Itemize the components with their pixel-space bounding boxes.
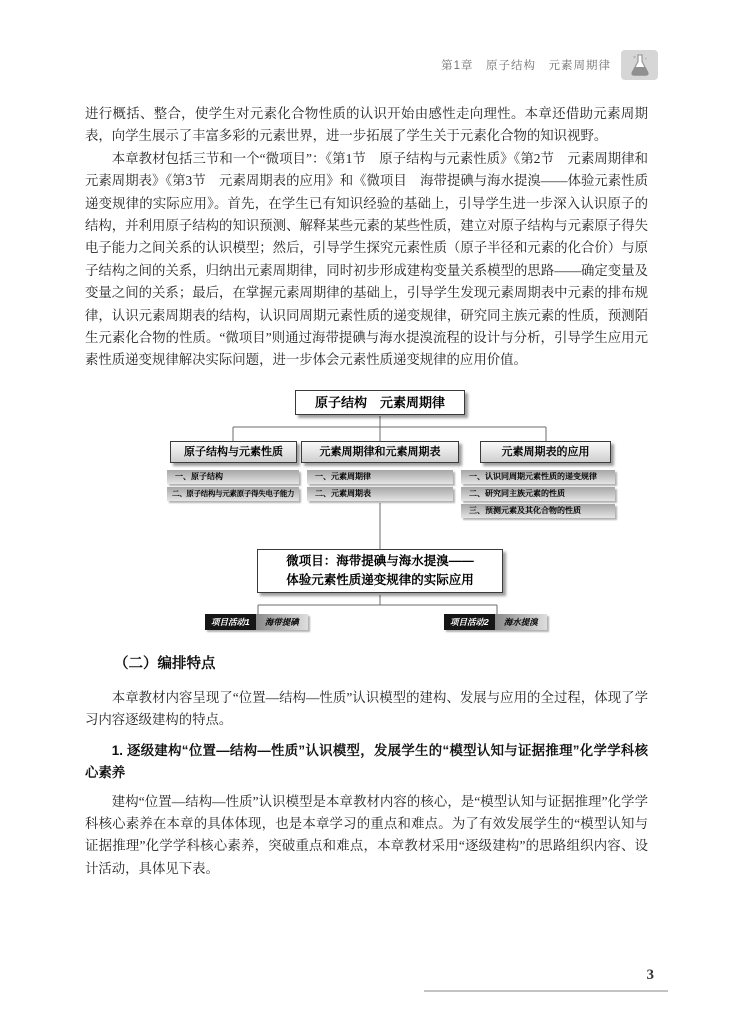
activity-1-label: 项目活动1 [205,614,256,630]
diagram-item: 二、元素周期表 [307,487,453,501]
chapter-structure-diagram [0,386,730,638]
page-header [0,50,658,80]
diagram-branch-3-title: 元素周期表的应用 [480,441,611,463]
activity-2-label: 项目活动2 [444,614,495,630]
activity-2-name: 海水提溴 [495,614,547,630]
body-paragraph-1: 进行概括、整合，使学生对元素化合物性质的认识开始由感性走向理性。本章还借助元素周期表，向学生展示了丰富多彩的元素世界，进一步拓展了学生关于元素化合物的知识视野。 [85,106,648,144]
diagram-item: 二、原子结构与元素原子得失电子能力 [167,487,299,501]
micro-project-node [257,549,503,593]
chapter-title: 第1章 原子结构 元素周期律 [441,60,611,72]
diagram-item: 一、原子结构 [167,470,299,484]
micro-project-line-1: 微项目：海带提碘与海水提溴—— [286,553,474,568]
diagram-item: 一、认识同周期元素性质的递变规律 [461,470,615,484]
page-number: 3 [646,967,654,983]
diagram-item: 三、预测元素及其化合物的性质 [461,504,615,518]
section-intro-paragraph: 本章教材内容呈现了“位置—结构—性质”认识模型的建构、发展与应用的全过程，体现了学习内容逐级建构的特点。 [85,689,648,728]
project-activity-tag-1 [205,614,308,630]
section-heading: （二）编排特点 [114,655,216,672]
micro-project-line-2: 体验元素性质递变规律的实际应用 [286,572,474,587]
flask-icon [621,50,658,80]
diagram-item: 二、研究同主族元素的性质 [461,487,615,501]
diagram-item: 一、元素周期律 [307,470,453,484]
connector-lines [0,386,730,638]
footer-rule [424,990,668,992]
project-activity-tag-2 [444,614,547,630]
diagram-branch-2-title: 元素周期律和元素周期表 [301,441,459,463]
activity-1-name: 海带提碘 [256,614,308,630]
body-paragraph-2: 本章教材包括三节和一个“微项目”：《第1节 原子结构与元素性质》《第2节 元素周期律和元素周期表》《第3节 元素周期表的应用》和《微项目 海带提碘与海水提溴——体验元素性质递变规律的实际应用》。首先，在学生已有知识经验的基础上，引导学生进一步深入认识原子的结构，并利用原子结构的知识预测、解释某些元素的某些性质，建立对原子结构与元素原子得失电子能力之间关系的认识模型；然后，引导学生探究元素性质（原子半径和元素的化合价）与原子结构之间的关系，归纳出元素周期律，同时初步形成建构变量关系模型的思路——确定变量及变量之间的关系；最后，在掌握元素周期律的基础上，引导学生发现元素周期表中元素的排布规律，认识元素周期表的结构，认识同周期元素性质的递变规律，研究同主族元素的性质，预测陌生元素化合物的性质。“微项目”则通过海带提碘与海水提溴流程的设计与分析，引导学生应用元素性质递变规律解决实际问题，进一步体会元素性质递变规律的应用价值。 [85,150,648,368]
point-1-paragraph: 建构“位置—结构—性质”认识模型是本章教材内容的核心，是“模型认知与证据推理”化学学科核心素养在本章的具体体现，也是本章学习的重点和难点。为了有效发展学生的“模型认知与证据推理”化学学科核心素养，突破重点和难点，本章教材采用“逐级建构”的思路组织内容、设计活动，具体见下表。 [85,793,648,876]
diagram-branch-1-title: 原子结构与元素性质 [170,441,297,463]
diagram-root-node: 原子结构 元素周期律 [295,390,465,415]
flask-icon-glyph [629,53,651,77]
page-content [85,103,648,880]
point-1-title: 1. 逐级建构“位置—结构—性质”认识模型，发展学生的“模型认知与证据推理”化学学科核心素养 [85,742,648,781]
